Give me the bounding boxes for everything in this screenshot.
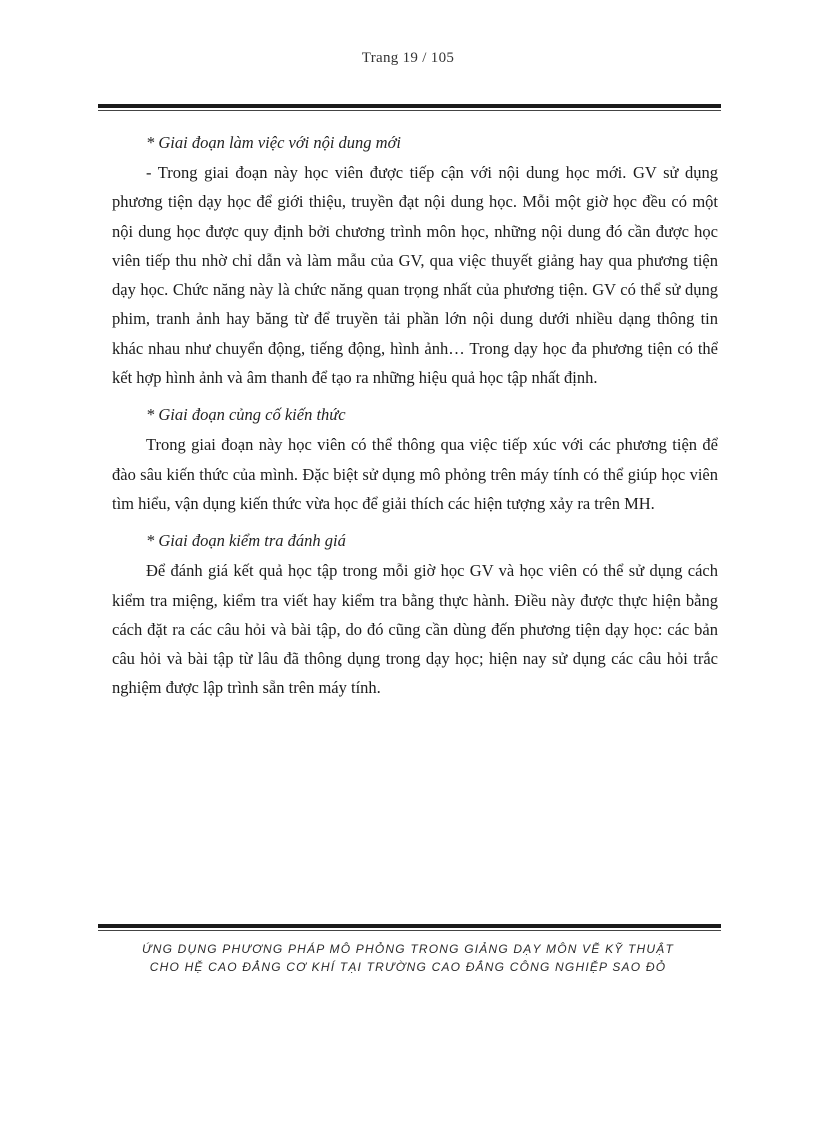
section-paragraph: - Trong giai đoạn này học viên được tiếp cận với nội dung học mới. GV sử dụng phương tiện dạy học để giới thiệu, truyền đạt nội dung học. Mỗi một giờ học đều có một nội dung học được quy định bởi chương trình môn học, những nội dung đó cần được học viên tiếp thu nhờ chỉ dẫn và làm mẫu của GV, qua việc thuyết giảng hay qua phương tiện dạy học. Chức năng này là chức năng quan trọng nhất của phương tiện. GV có thể sử dụng phim, tranh ảnh hay băng từ để truyền tải phần lớn nội dung dưới nhiều dạng thông tin khác nhau như chuyển động, tiếng động, hình ảnh… Trong dạy học đa phương tiện có thể kết hợp hình ảnh và âm thanh để tạo ra những hiệu quả học tập nhất định. [112, 163, 718, 388]
section-paragraph: Trong giai đoạn này học viên có thể thông qua việc tiếp xúc với các phương tiện để đào sâu kiến thức của mình. Đặc biệt sử dụng mô phỏng trên máy tính có thể giúp học viên tìm hiểu, vận dụng kiến thức vừa học để giải thích các hiện tượng xảy ra trên MH. [112, 435, 718, 513]
header-divider [98, 104, 721, 111]
section-heading: * Giai đoạn làm việc với nội dung mới [146, 133, 401, 152]
footer-divider [98, 924, 721, 931]
document-body [112, 128, 718, 703]
footer-line: CHO HỆ CAO ĐẲNG CƠ KHÍ TẠI TRƯỜNG CAO ĐẲNG CÔNG NGHIỆP SAO ĐỎ [149, 960, 667, 974]
page-number: Trang 19 / 105 [361, 50, 455, 66]
section-heading: * Giai đoạn củng cố kiến thức [146, 405, 346, 425]
section-heading: * Giai đoạn kiểm tra đánh giá [146, 531, 346, 551]
section-paragraph: Để đánh giá kết quả học tập trong mỗi giờ học GV và học viên có thể sử dụng cách kiểm tra miệng, kiểm tra viết hay kiểm tra bằng thực hành. Điều này được thực hiện bằng cách đặt ra các câu hỏi và bài tập, do đó cũng cần dùng đến phương tiện dạy học: các bản câu hỏi và bài tập từ lâu đã thông dụng trong dạy học; hiện nay sử dụng các câu hỏi trắc nghiệm được lập trình sẵn trên máy tính. [112, 561, 718, 698]
footer-title [0, 940, 816, 976]
footer-line: ỨNG DỤNG PHƯƠNG PHÁP MÔ PHỎNG TRONG GIẢNG DẠY MÔN VẼ KỸ THUẬT [141, 942, 675, 956]
